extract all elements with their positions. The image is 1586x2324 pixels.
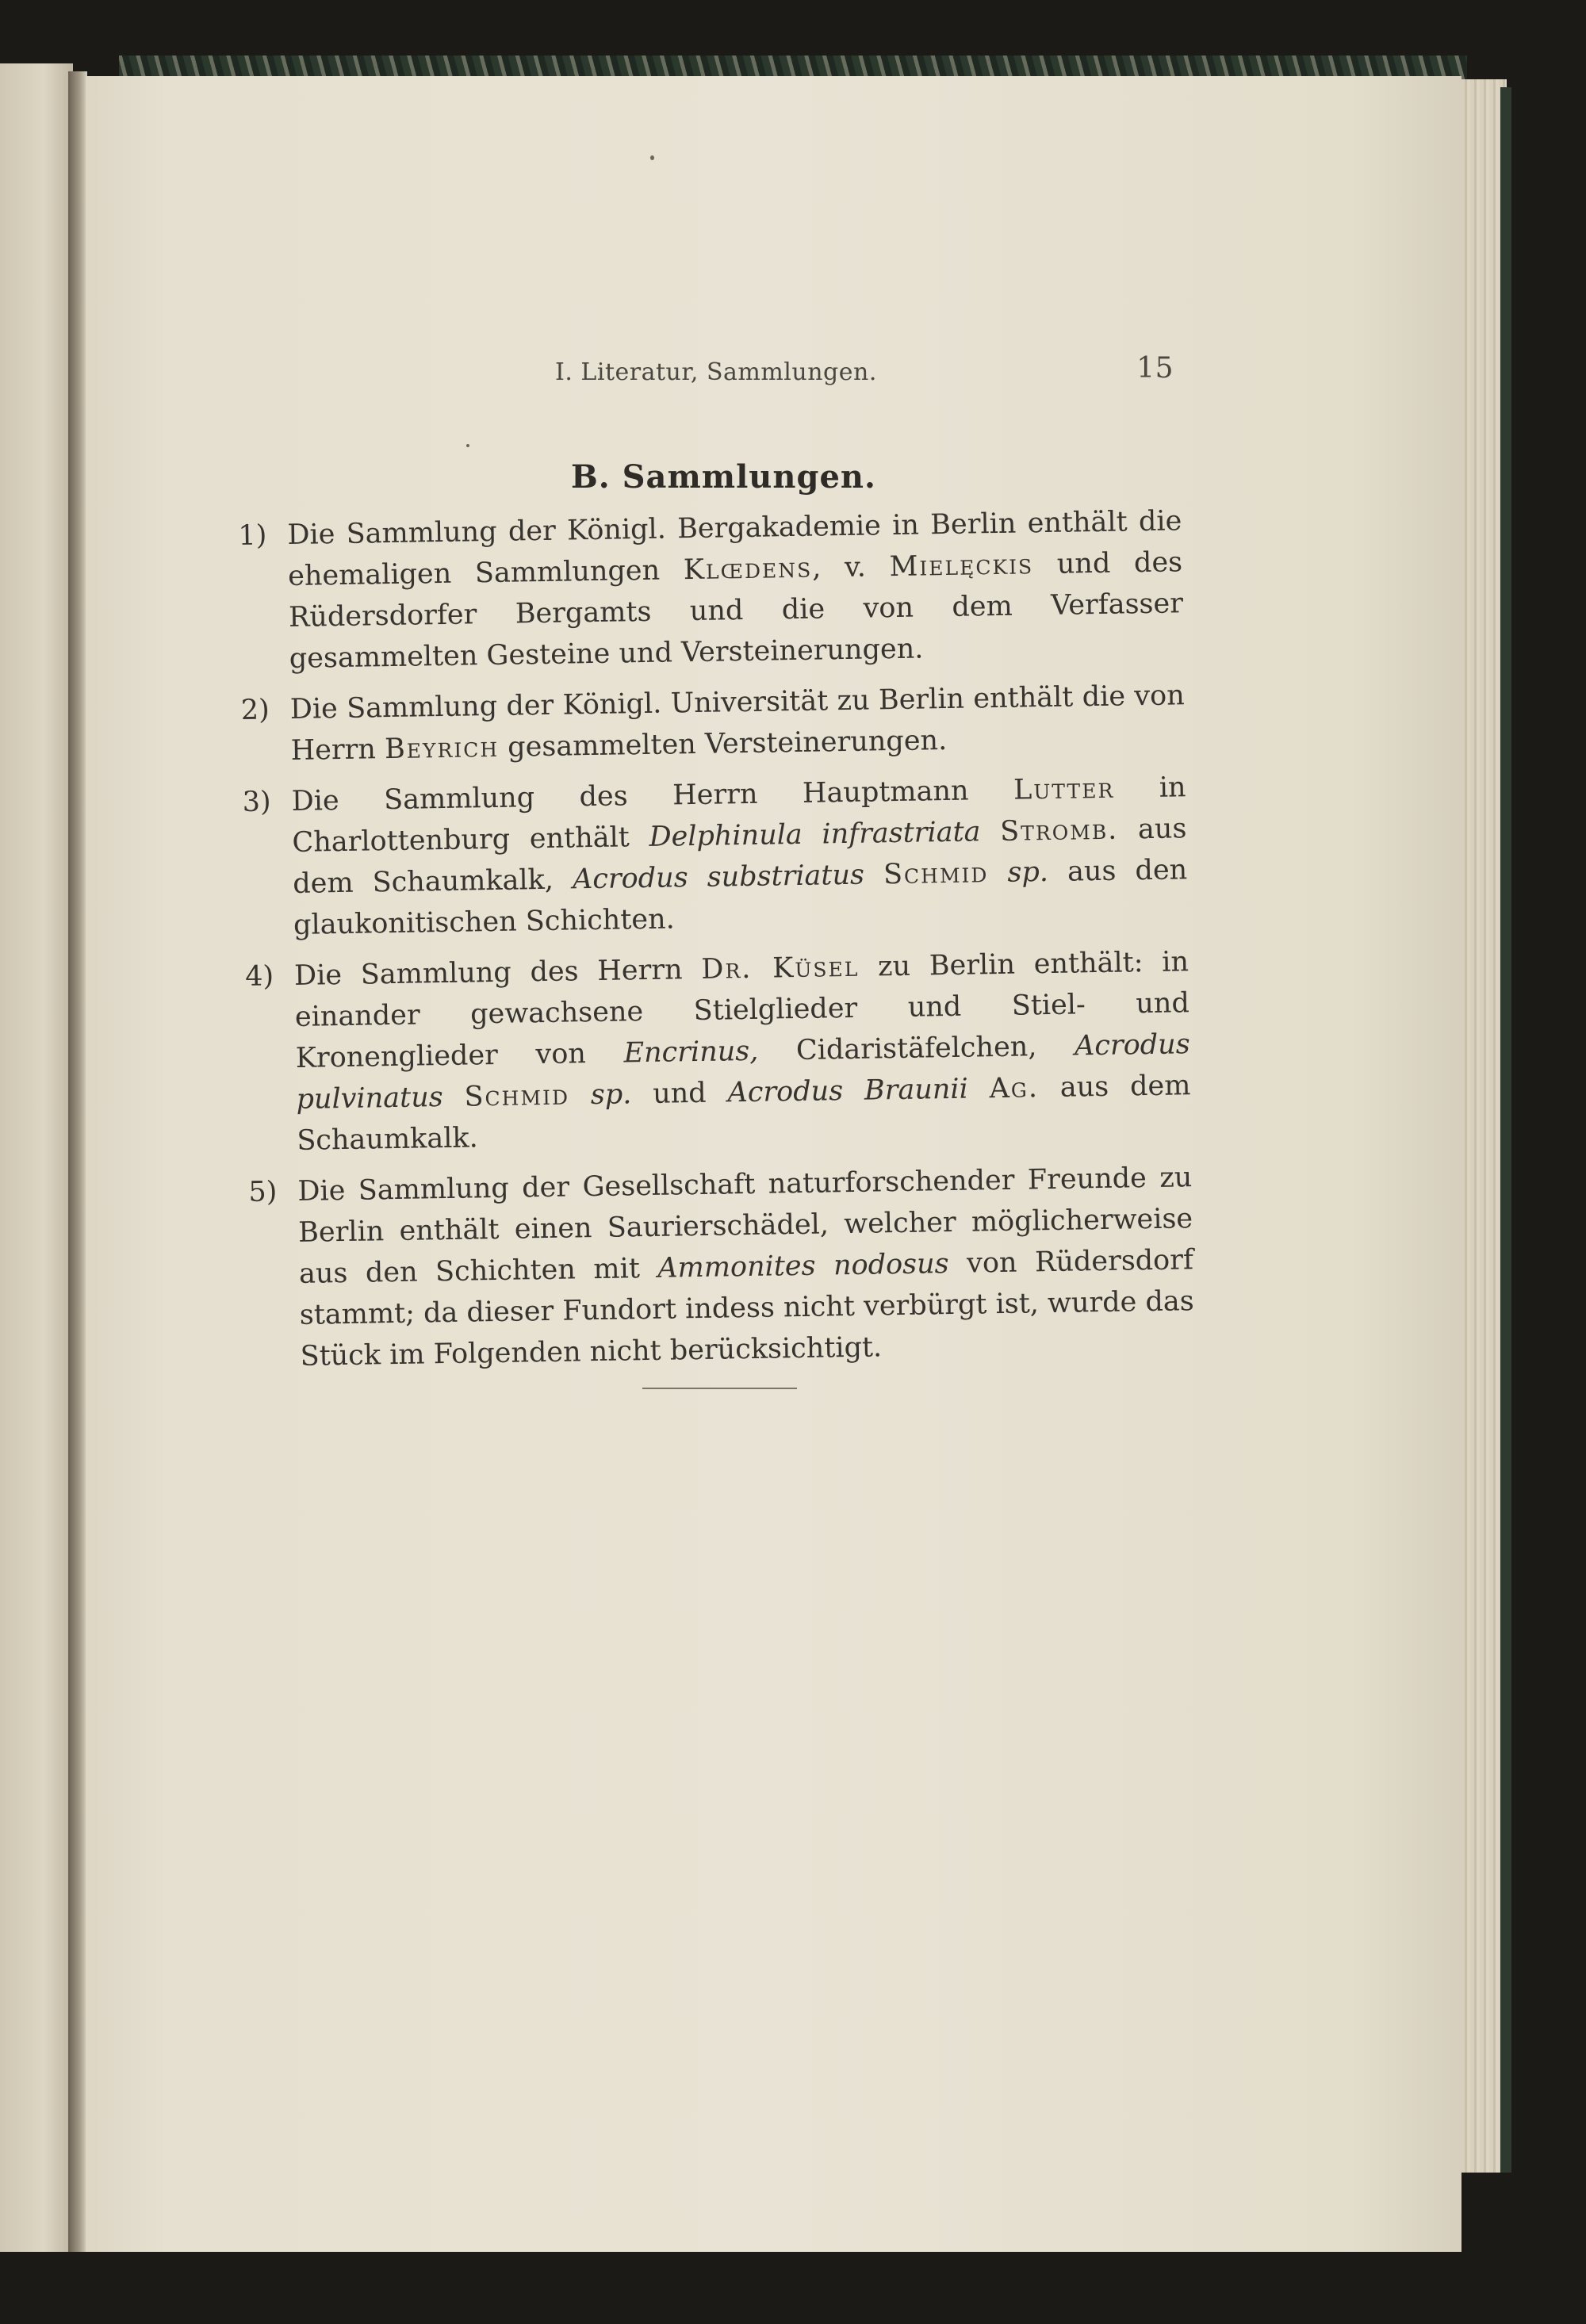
author-name: Klœdens — [683, 552, 813, 587]
item-number: 2) — [240, 694, 270, 726]
item-text: , v. — [811, 551, 890, 584]
item-text: aus dem Schaumkalk. — [297, 1070, 1191, 1157]
item-text: und — [630, 1077, 728, 1111]
author-name: Schmid — [464, 1079, 570, 1113]
left-page-edge — [0, 63, 73, 2252]
item-text — [442, 1082, 465, 1113]
author-name: Beyrich — [384, 731, 500, 766]
section-title: B. Sammlungen. — [571, 458, 876, 496]
item-text — [864, 859, 884, 890]
species-name: sp. — [590, 1078, 632, 1112]
author-name: Stromb. — [999, 814, 1119, 848]
running-head-title: I. Literatur, Sammlungen. — [555, 358, 877, 386]
collection-list — [238, 500, 1195, 1388]
item-text: Cidaristäfelchen, — [758, 1030, 1075, 1067]
item-text: zu Berlin enthält: in einander gewachsene Stielglieder und Stiel- und Kronenglieder von — [294, 946, 1190, 1074]
list-item — [238, 500, 1184, 680]
author-name: Ag. — [989, 1072, 1040, 1105]
paper-speck — [466, 444, 469, 447]
species-name: Encrinus, — [623, 1035, 759, 1070]
species-name: Acrodus pulvinatus — [296, 1028, 1190, 1116]
author-name: Dr. Küsel — [701, 951, 860, 986]
list-item — [248, 1157, 1195, 1378]
item-text: Die Sammlung der Königl. Universität zu Berlin enthält die von Herrn — [289, 680, 1186, 767]
item-number: 4) — [244, 960, 274, 993]
item-number: 1) — [238, 519, 267, 552]
item-text: Die Sammlung der Gesellschaft naturforschender Freunde zu Berlin enthält einen Saurierschädel, welcher möglicherweise aus den Schichten mit — [297, 1162, 1193, 1290]
item-text: gesammelten Versteinerungen. — [498, 724, 948, 764]
item-text — [988, 857, 1008, 889]
list-item — [245, 941, 1192, 1162]
item-text: aus den glaukonitischen Schichten. — [293, 854, 1188, 941]
list-item — [240, 675, 1185, 772]
item-text: Die Sammlung des Herrn Hauptmann — [291, 774, 1014, 817]
end-rule — [642, 1388, 797, 1389]
item-number: 3) — [242, 786, 271, 818]
item-text: und des Rüdersdorfer Bergamts und die von dem Verfasser gesammelten Gesteine und Versteinerungen. — [288, 546, 1184, 676]
paper-speck — [650, 155, 654, 160]
item-number: 5) — [248, 1176, 278, 1208]
species-name: Delphinula infrastriata — [649, 816, 981, 853]
item-text: Die Sammlung des Herrn — [293, 953, 702, 992]
species-name: Acrodus Braunii — [727, 1073, 969, 1109]
species-name: sp. — [1007, 856, 1049, 889]
item-text — [967, 1073, 990, 1105]
list-item — [242, 767, 1188, 947]
species-name: Acrodus substriatus — [572, 859, 865, 896]
author-name: Lutter — [1013, 772, 1115, 806]
item-text: Die Sammlung der Königl. Bergakademie in Berlin enthält die ehemaligen Sammlungen — [287, 505, 1182, 593]
item-text: von Rüdersdorf stammt; da dieser Fundort indess nicht verbürgt ist, wurde das Stück im Folgenden nicht berücksichtigt. — [299, 1244, 1195, 1373]
item-text — [980, 816, 1000, 848]
item-text — [569, 1079, 592, 1111]
cover-edge — [1500, 87, 1511, 2173]
author-name: Schmid — [883, 857, 989, 891]
page-number: 15 — [1136, 352, 1174, 385]
book-gutter — [68, 71, 87, 2252]
author-name: Mielęckis — [889, 549, 1034, 584]
item-text: aus dem Schaumkalk, — [292, 813, 1187, 900]
item-text: in Charlottenburg enthält — [292, 771, 1186, 859]
species-name: Ammonites nodosus — [657, 1248, 949, 1285]
